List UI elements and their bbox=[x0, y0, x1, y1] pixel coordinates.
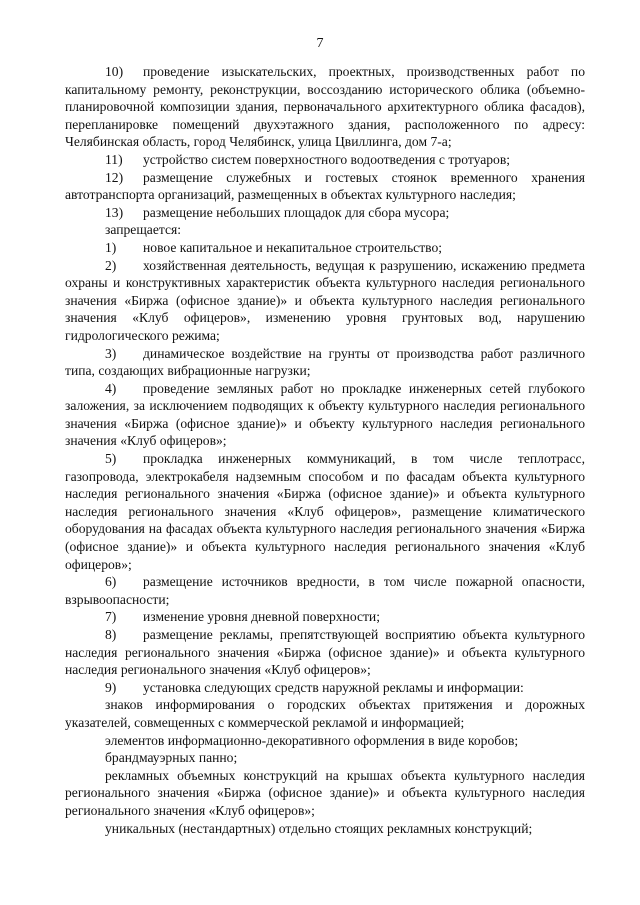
paragraph bbox=[65, 749, 585, 767]
paragraph bbox=[65, 696, 585, 731]
paragraph bbox=[65, 732, 585, 750]
paragraph-heading bbox=[65, 221, 585, 239]
paragraph bbox=[65, 204, 585, 222]
paragraph-text: запрещается: bbox=[105, 222, 182, 238]
paragraph bbox=[65, 679, 585, 697]
paragraph-text: рекламных объемных конструкций на крышах объекта культурного наследия регионального значения «Биржа (офисное здание)» и объекта культурного наследия регионального значения «Клуб офицеров»; bbox=[65, 767, 585, 818]
paragraph bbox=[65, 767, 585, 820]
paragraph bbox=[65, 573, 585, 608]
paragraph bbox=[65, 450, 585, 573]
item-number: 3) bbox=[105, 345, 117, 361]
paragraph bbox=[65, 151, 585, 169]
paragraph bbox=[65, 345, 585, 380]
paragraph bbox=[65, 820, 585, 838]
paragraph bbox=[65, 608, 585, 626]
paragraph-text: размещение служебных и гостевых стоянок временного хранения автотранспорта организаций, размещенных в объектах культурного наследия; bbox=[65, 169, 585, 203]
item-number: 10) bbox=[105, 64, 124, 79]
paragraph bbox=[65, 63, 585, 151]
paragraph bbox=[65, 257, 585, 345]
item-number: 13) bbox=[105, 204, 124, 220]
paragraph-text: размещение рекламы, препятствующей восприятию объекта культурного наследия регионального значения «Биржа (офисное здание)» и объекта культурного наследия регионального значения «Клуб офицеров»; bbox=[65, 627, 585, 678]
item-number: 4) bbox=[105, 380, 117, 396]
paragraph-text: размещение небольших площадок для сбора мусора; bbox=[143, 204, 450, 220]
document-body bbox=[65, 63, 585, 837]
paragraph-text: брандмауэрных панно; bbox=[105, 750, 238, 766]
item-number: 9) bbox=[105, 679, 117, 695]
paragraph-text: проведение земляных работ но прокладке инженерных сетей глубокого заложения, за исключением подводящих к объекту культурного наследия регионального значения «Биржа (офисное здание)» и объекту культурного наследия регионального значения «Клуб офицеров»; bbox=[65, 380, 585, 449]
item-number: 2) bbox=[105, 257, 117, 273]
paragraph-text: прокладка инженерных коммуникаций, в том числе теплотрасс, газопровода, электрокабеля надземным способом и по фасадам объекта культурного наследия регионального значения «Биржа (офисное здание)» и объекта культурного наследия регионального значения «Клуб офицеров», размещение климатического оборудования на фасадах объекта культурного наследия регионального значения «Биржа (офисное здание)» и объекта культурного наследия регионального значения «Клуб офицеров»; bbox=[65, 451, 585, 572]
paragraph-text: динамическое воздействие на грунты от производства работ различного типа, создающих вибрационные нагрузки; bbox=[65, 345, 585, 379]
item-number: 1) bbox=[105, 239, 117, 255]
paragraph-text: элементов информационно-декоративного оформления в виде коробов; bbox=[105, 732, 519, 748]
page-number: 7 bbox=[316, 36, 324, 51]
item-number: 6) bbox=[105, 574, 117, 590]
paragraph bbox=[65, 169, 585, 204]
item-number: 12) bbox=[105, 169, 124, 185]
paragraph-text: уникальных (нестандартных) отдельно стоящих рекламных конструкций; bbox=[105, 820, 533, 836]
paragraph bbox=[65, 380, 585, 450]
paragraph bbox=[65, 626, 585, 679]
paragraph-text: размещение источников вредности, в том числе пожарной опасности, взрывоопасности; bbox=[65, 574, 585, 607]
paragraph-text: изменение уровня дневной поверхности; bbox=[143, 609, 380, 625]
item-number: 11) bbox=[105, 151, 123, 167]
paragraph bbox=[65, 239, 585, 257]
item-number: 5) bbox=[105, 451, 117, 467]
item-number: 8) bbox=[105, 627, 117, 642]
paragraph-text: хозяйственная деятельность, ведущая к разрушению, искажению предмета охраны и конструктивных характеристик объекта культурного наследия регионального значения «Биржа (офисное здание)» и объекта культурного наследия регионального значения «Клуб офицеров», изменению уровня грунтовых вод, нарушению гидрологического режима; bbox=[65, 257, 585, 343]
paragraph-text: устройство систем поверхностного водоотведения с тротуаров; bbox=[143, 151, 511, 167]
paragraph-text: проведение изыскательских, проектных, производственных работ по капитальному ремонту, реконструкции, воссозданию исторического облика (объемно-планировочной композиции здания, первоначального архитектурного облика фасадов), перепланировке помещений двухэтажного здания, расположенного по адресу: Челябинская область, город Челябинск, улица Цвиллинга, дом 7-а; bbox=[65, 64, 585, 150]
paragraph-text: установка следующих средств наружной рекламы и информации: bbox=[143, 679, 524, 695]
paragraph-text: новое капитальное и некапитальное строительство; bbox=[143, 239, 443, 255]
paragraph-text: знаков информирования о городских объектах притяжения и дорожных указателей, совмещенных с коммерческой рекламой и информацией; bbox=[65, 697, 585, 730]
item-number: 7) bbox=[105, 609, 117, 625]
